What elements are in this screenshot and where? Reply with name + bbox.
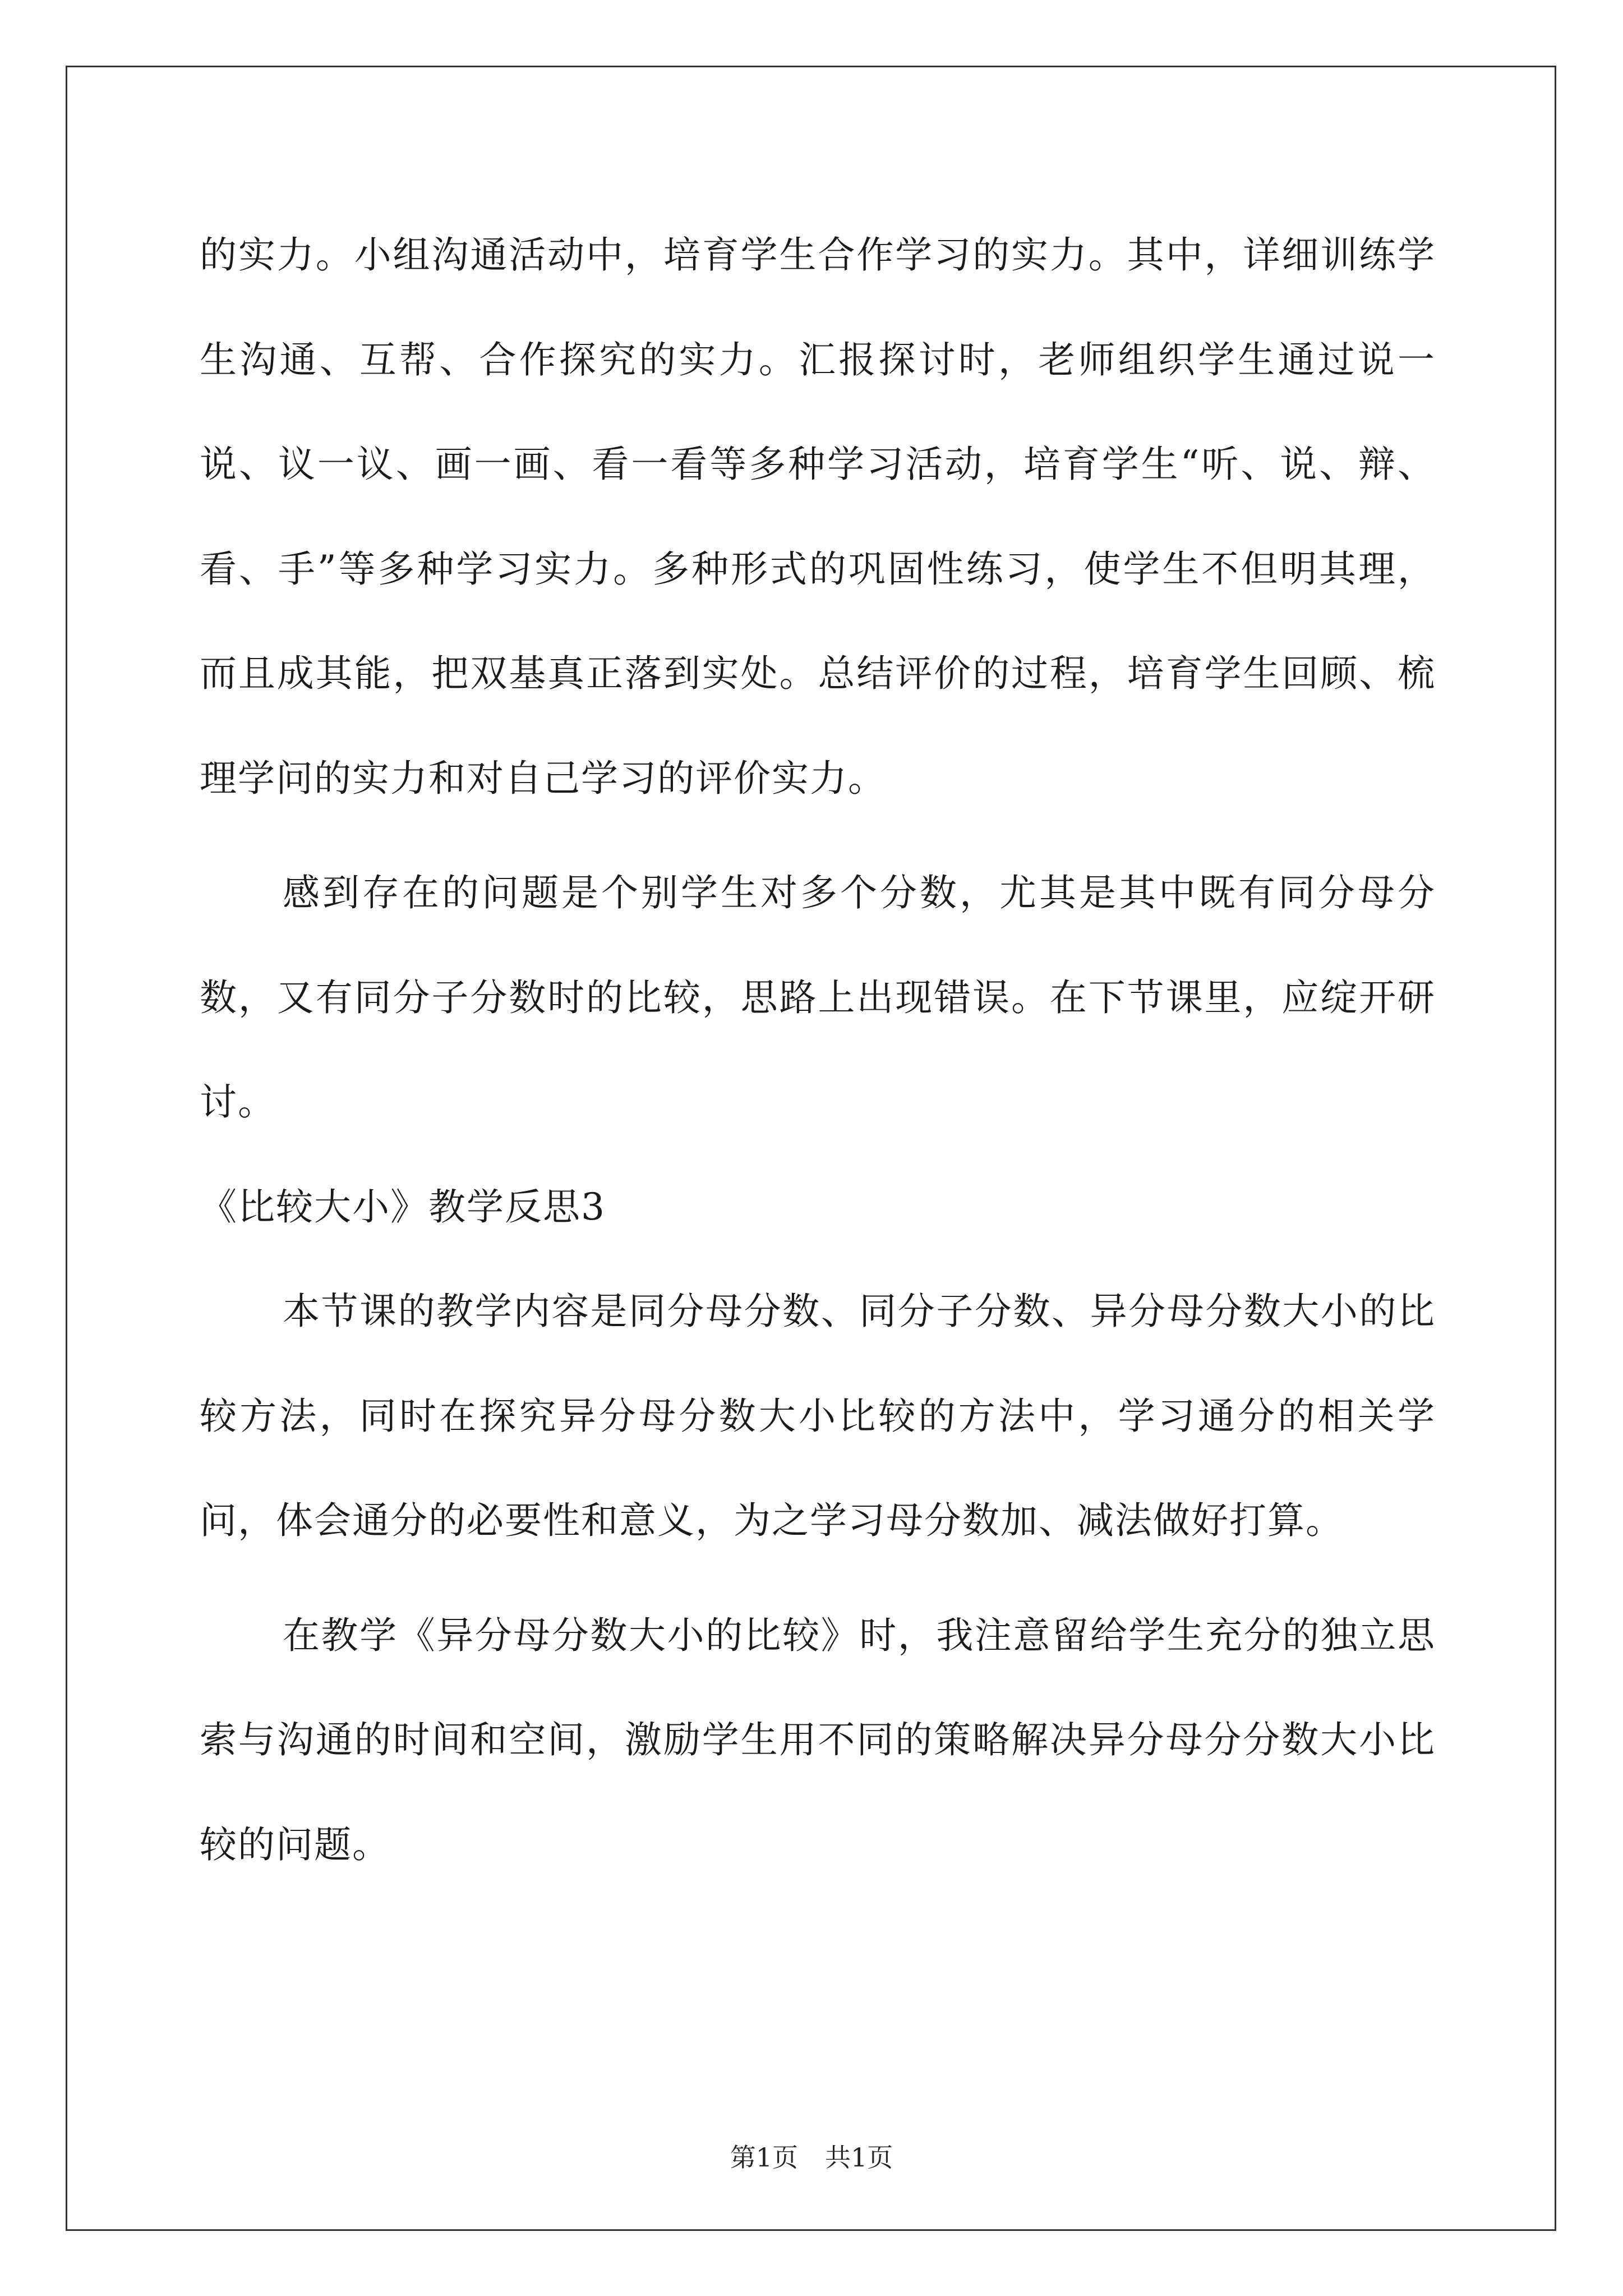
page-total: 共1页	[825, 2142, 893, 2173]
section-title: 《比较大小》教学反思3	[200, 1185, 606, 1228]
page-footer	[0, 2137, 1623, 2174]
paragraph-2: 感到存在的问题是个别学生对多个分数，尤其是其中既有同分母分数，又有同分子分数时的比较，思路上出现错误。在下节课里，应绽开研讨。	[200, 871, 1436, 1124]
paragraph-4: 在教学《异分母分数大小的比较》时，我注意留给学生充分的独立思索与沟通的时间和空间，激励学生用不同的策略解决异分母分分数大小比较的问题。	[200, 1613, 1436, 1866]
document-body	[200, 203, 1436, 1897]
page-number: 第1页	[730, 2142, 798, 2173]
paragraph-3: 本节课的教学内容是同分母分数、同分子分数、异分母分数大小的比较方法，同时在探究异分母分数大小比较的方法中，学习通分的相关学问，体会通分的必要性和意义，为之学习母分数加、减法做好打算。	[200, 1290, 1436, 1542]
paragraph-1: 的实力。小组沟通活动中，培育学生合作学习的实力。其中，详细训练学生沟通、互帮、合作探究的实力。汇报探讨时，老师组织学生通过说一说、议一议、画一画、看一看等多种学习活动，培育学生“听、说、辩、看、手”等多种学习实力。多种形式的巩固性练习，使学生不但明其理，而且成其能，把双基真正落到实处。总结评价的过程，培育学生回顾、梳理学问的实力和对自己学习的评价实力。	[200, 233, 1436, 800]
